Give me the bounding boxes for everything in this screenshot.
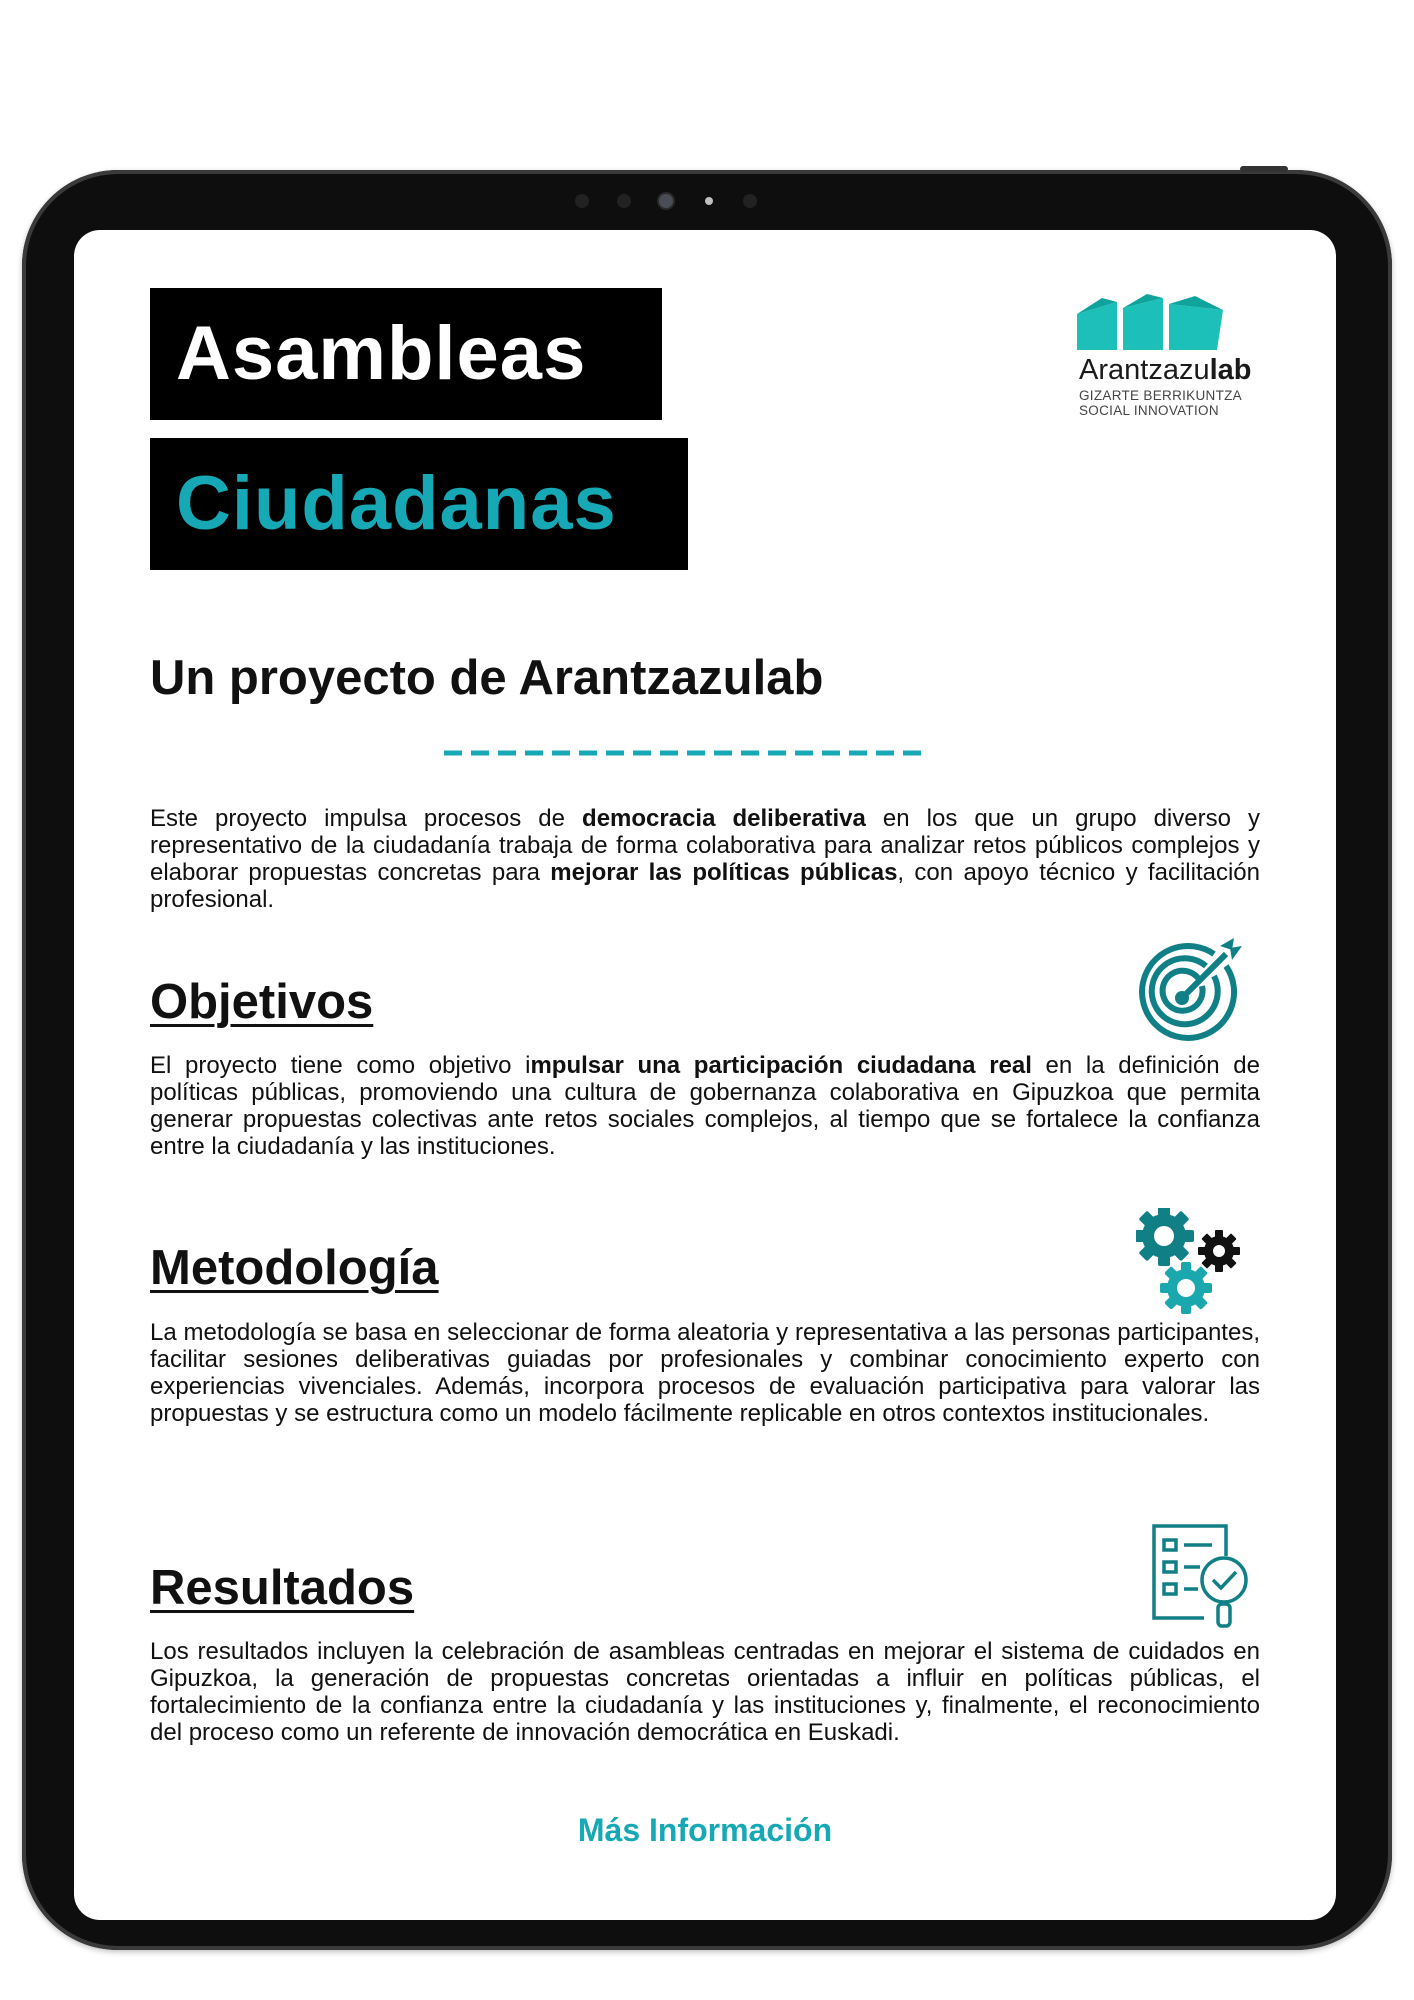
objetivos-paragraph: El proyecto tiene como objetivo impulsar una participación ciudadana real en la definición de políticas públicas, promoviendo una cultura de gobernanza colaborativa en Gipuzkoa que permita generar propuestas colectivas ante retos sociales complejos, al tiempo que se fortalece la confianza entre la ciudadanía y las instituciones.: [150, 1052, 1261, 1160]
sensor-dot: [705, 197, 713, 205]
tablet-screen: [74, 230, 1336, 1920]
sensor-dot: [617, 194, 631, 208]
title-block-2: [150, 438, 688, 570]
intro-paragraph: Este proyecto impulsa procesos de democracia deliberativa en los que un grupo diverso y representativo de la ciudadanía trabaja de forma colaborativa para analizar retos públicos complejos y elaborar propuestas concretas para mejorar las políticas públicas, con apoyo técnico y facilitación profesional.: [150, 805, 1260, 913]
metodologia-paragraph: La metodología se basa en seleccionar de forma aleatoria y representativa a las personas participantes, facilitar sesiones deliberativas guiadas por profesionales y combinar conocimiento experto con experiencias vivenciales. Además, incorpora procesos de evaluación participativa para valorar las propuestas y se estructura como un modelo fácilmente replicable en otros contextos institucionales.: [150, 1319, 1260, 1427]
arantzazulab-logo-icon: [1077, 294, 1227, 350]
resultados-heading: Resultados: [150, 1561, 415, 1615]
more-info-link[interactable]: Más Información: [577, 1812, 833, 1848]
checklist-magnifier-icon: [1148, 1522, 1258, 1632]
title-block-1: [150, 288, 662, 420]
logo-wordmark: Arantzazulab: [1079, 354, 1252, 386]
power-button: [1240, 166, 1288, 172]
camera-bar: [575, 194, 765, 208]
title-line-2: Ciudadanas: [176, 461, 617, 546]
page-subtitle: Un proyecto de Arantzazulab: [150, 651, 824, 705]
dashed-divider: [444, 750, 924, 756]
camera-lens-icon: [659, 194, 673, 208]
metodologia-heading: Metodología: [150, 1241, 439, 1295]
title-line-1: Asambleas: [176, 311, 587, 396]
logo-tagline-english: SOCIAL INNOVATION: [1079, 403, 1219, 418]
arantzazulab-logo: [1077, 294, 1267, 418]
objetivos-heading: Objetivos: [150, 975, 374, 1029]
logo-tagline-basque: GIZARTE BERRIKUNTZA: [1079, 388, 1242, 403]
sensor-dot: [743, 194, 757, 208]
gears-icon: [1136, 1208, 1246, 1318]
resultados-paragraph: Los resultados incluyen la celebración de asambleas centradas en mejorar el sistema de cuidados en Gipuzkoa, la generación de propuestas concretas orientadas a influir en políticas públicas, el fortalecimiento de la confianza entre la ciudadanía y las instituciones y, finalmente, el reconocimiento del proceso como un referente de innovación democrática en Euskadi.: [150, 1638, 1260, 1746]
sensor-dot: [575, 194, 589, 208]
target-icon: [1134, 936, 1244, 1046]
